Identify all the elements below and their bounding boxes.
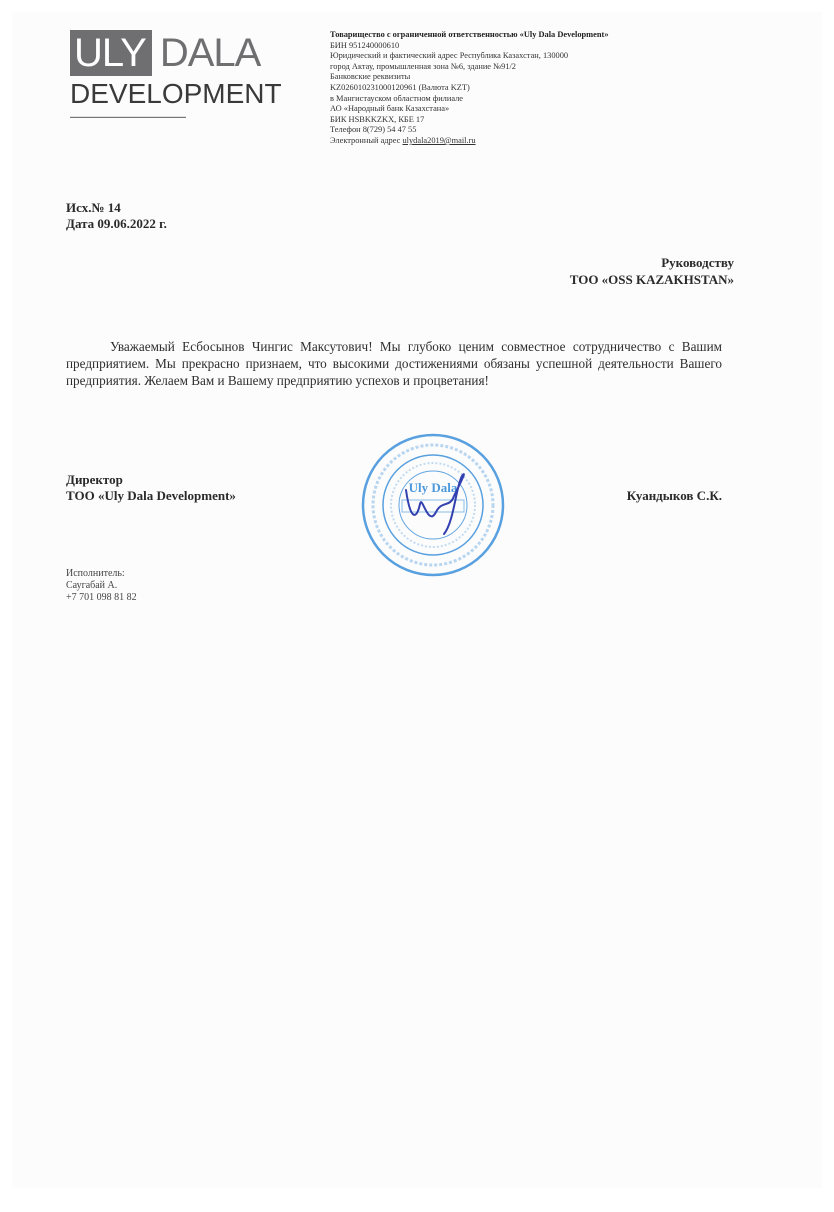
- signer-name: Куандыков С.К.: [626, 488, 722, 503]
- logo-development: DEVELOPMENT: [70, 78, 282, 109]
- outgoing-number: Исх.№ 14: [66, 200, 121, 215]
- requisites-line: Юридический и фактический адрес Республика Казахстан, 130000: [330, 51, 569, 61]
- signature-block: [66, 472, 236, 504]
- logo-top-row: [70, 30, 270, 76]
- requisites-line: в Мангистауском областном филиале: [330, 93, 464, 103]
- company-stamp: [358, 430, 508, 580]
- addressee: [570, 254, 734, 288]
- executor-label: Исполнитель:: [66, 568, 125, 579]
- letter-page: [12, 12, 822, 1188]
- executor-phone: +7 701 098 81 82: [66, 592, 137, 603]
- logo-tagline: ▬▬▬▬▬▬▬▬▬▬▬▬▬▬▬▬▬▬▬▬▬▬▬▬▬▬▬▬▬: [70, 114, 186, 119]
- executor-name: Саугабай А.: [66, 580, 118, 591]
- logo-dala: DALA: [159, 31, 261, 75]
- email-link[interactable]: ulydala2019@mail.ru: [402, 135, 476, 145]
- requisites-line: город Актау, промышленная зона №6, здание №91/2: [330, 61, 516, 71]
- signer-company: ТОО «Uly Dala Development»: [66, 488, 236, 503]
- email-label: Электронный адрес: [330, 135, 401, 145]
- letter-body: Уважаемый Есбосынов Чингис Максутович! Мы глубоко ценим совместное сотрудничество с Вашим предприятием. Мы прекрасно признаем, что высокими достижениями обязаны успешной деятельности Вашего предприятия. Желаем Вам и Вашему предприятию успехов и процветания!: [66, 339, 722, 388]
- addressee-line2: ТОО «OSS KAZAKHSTAN»: [569, 272, 734, 287]
- signer-position: Директор: [66, 472, 123, 487]
- requisites-line: KZ026010231000120961 (Валюта KZT): [330, 82, 470, 92]
- requisites-email-line: [330, 136, 770, 147]
- outgoing-reference: [66, 200, 167, 232]
- requisites-line: БИК HSBKKZKX, КБЕ 17: [330, 114, 425, 124]
- requisites-title: Товарищество с ограниченной ответственностью «Uly Dala Development»: [330, 30, 609, 39]
- company-requisites: [330, 30, 770, 147]
- requisites-line: БИН 951240000610: [330, 40, 400, 50]
- executor-block: [66, 568, 137, 604]
- requisites-line: Телефон 8(729) 54 47 55: [330, 125, 417, 135]
- addressee-line1: Руководству: [661, 255, 734, 270]
- stamp-center-text: Uly Dala: [408, 480, 458, 495]
- requisites-line: Банковские реквизиты: [330, 72, 411, 82]
- company-logo: [70, 30, 282, 119]
- outgoing-date: Дата 09.06.2022 г.: [66, 216, 167, 231]
- requisites-line: АО «Народный банк Казахстана»: [330, 104, 450, 114]
- logo-uly: ULY: [70, 30, 152, 76]
